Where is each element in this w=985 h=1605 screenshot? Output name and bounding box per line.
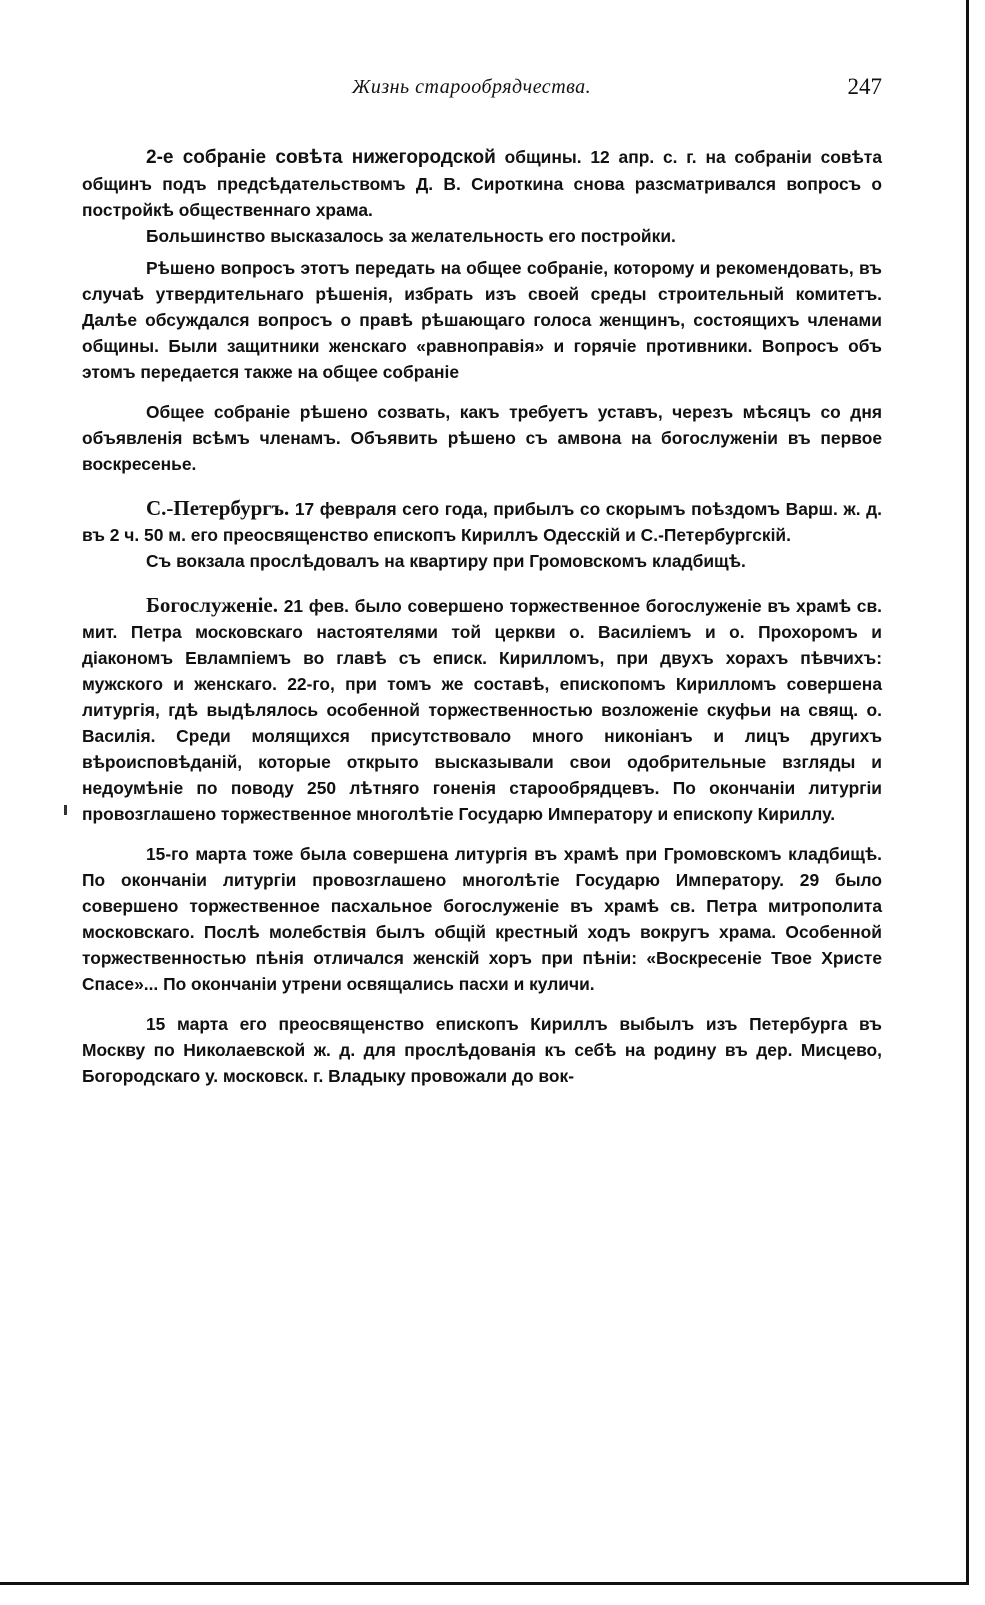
paragraph-text: 15 марта его преосвященство епископъ Кириллъ выбылъ изъ Петербурга въ Москву по Николаевской ж. д. для прослѣдованія къ себѣ на родину въ дер. Мисцево, Богородскаго у. московск. г. Владыку провожали до вок- xyxy=(82,1014,882,1086)
paragraph-text: Рѣшено вопросъ этотъ передать на общее собраніе, которому и рекомендовать, въ случаѣ утвердительнаго рѣшенія, избрать изъ своей среды строительный комитетъ. Далѣе обсуждался вопросъ о правѣ рѣшающаго голоса женщинъ, состоящихъ членами общины. Были защитники женскаго «равноправія» и горячіе противники. Вопросъ объ этомъ передается также на общее собраніе xyxy=(82,258,882,382)
paragraph-text: 21 фев. было совершено торжественное богослуженіе въ храмѣ св. мит. Петра московскаго настоятелями той церкви о. Василіемъ и о. Прохоромъ и діакономъ Евлампіемъ во главѣ съ еписк. Кирилломъ, при двухъ хорахъ пѣвчихъ: мужского и женскаго. 22-го, при томъ же составѣ, епископомъ Кирилломъ совершена литургія, гдѣ выдѣлялось особенной торжественностью возложеніе скуфьи на свящ. о. Василія. Среди молящихся присутствовало много никоніанъ и лицъ другихъ вѣроисповѣданій, которые открыто высказывали свои одобрительные взгляды и недоумѣніе по поводу 250 лѣтняго гоненія старообрядцевъ. По окончаніи литургіи провозглашено торжественное многолѣтіе Государю Императору и епископу Кириллу. xyxy=(82,596,882,824)
paragraph-text: Общее собраніе рѣшено созвать, какъ требуетъ уставъ, черезъ мѣсяцъ со дня объявленія всѣмъ членамъ. Объявить рѣшено съ амвона на богослуженіи въ первое воскресенье. xyxy=(82,402,882,474)
page-bottom-line xyxy=(0,1582,969,1585)
running-title: Жизнь старообрядчества. xyxy=(352,76,592,98)
page-edge-line xyxy=(966,0,969,1585)
paragraph-text: Большинство высказалось за желательность его постройки. xyxy=(146,226,676,246)
paragraph-text: Съ вокзала прослѣдовалъ на квартиру при Громовскомъ кладбищѣ. xyxy=(146,551,746,571)
paragraph xyxy=(82,1011,882,1089)
paragraph xyxy=(82,223,882,249)
paragraph xyxy=(82,399,882,477)
paragraph-text: 15-го марта тоже была совершена литургія въ храмѣ при Громовскомъ кладбищѣ. По окончаніи литургіи провозглашено многолѣтіе Государю Императору. 29 было совершено торжественное пасхальное богослуженіе въ храмѣ св. Петра митрополита московскаго. Послѣ молебствія былъ общій крестный ходъ вокругъ храма. Особенной торжественностью пѣнія отличался женскій хоръ при пѣніи: «Воскресеніе Твое Христе Спасе»... По окончаніи утрени освящались пасхи и куличи. xyxy=(82,844,882,994)
page-header xyxy=(82,76,882,106)
margin-mark xyxy=(64,805,67,815)
paragraph xyxy=(82,841,882,997)
section-lead: 2-е собраніе совѣта нижегородской xyxy=(146,147,496,168)
section-lead: Богослуженіе. xyxy=(146,593,278,617)
article-body xyxy=(82,144,882,1089)
paragraph-text: 17 февраля сего года, прибылъ со скорымъ поѣздомъ Варш. ж. д. въ 2 ч. 50 м. его преосвященство епископъ Кириллъ Одесскій и С.-Петербургскій. xyxy=(82,499,882,545)
paragraph xyxy=(82,495,882,548)
paragraph xyxy=(82,592,882,827)
paragraph xyxy=(82,548,882,574)
paragraph xyxy=(82,255,882,385)
page-number: 247 xyxy=(847,74,882,99)
paragraph-text: общины. 12 апр. с. г. на собраніи совѣта общинъ подъ предсѣдательствомъ Д. В. Сироткина снова разсматривался вопросъ о постройкѣ общественнаго храма. xyxy=(82,147,882,220)
section-lead: С.-Петербургъ. xyxy=(146,496,290,520)
paragraph xyxy=(82,144,882,223)
